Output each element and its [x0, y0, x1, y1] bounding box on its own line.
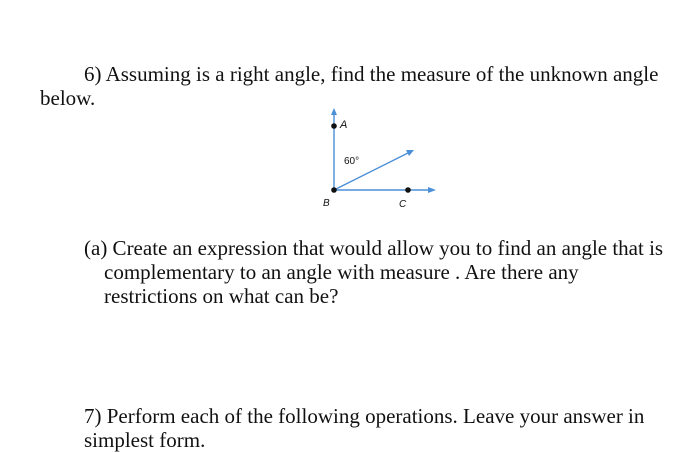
angle-diagram: [300, 100, 460, 215]
point-c: [405, 187, 411, 193]
question-6-line-1: 6) Assuming is a right angle, find the measure of the unknown angle: [84, 62, 659, 86]
point-b: [331, 187, 337, 193]
point-a: [331, 123, 337, 129]
label-c: C: [399, 199, 407, 210]
question-7-line-1: 7) Perform each of the following operations. Leave your answer in: [84, 404, 645, 428]
part-a-line-3: restrictions on what can be?: [104, 284, 339, 308]
label-b: B: [323, 198, 330, 209]
ray-bc-arrowhead: [428, 187, 436, 193]
angle-label: 60°: [344, 156, 360, 167]
question-6-line-2: below.: [40, 86, 96, 110]
ray-ba-arrowhead: [331, 108, 337, 115]
question-7-line-2: simplest form.: [84, 428, 206, 452]
part-a-line-2: complementary to an angle with measure . Are there any: [104, 260, 579, 284]
part-a-line-1: (a) Create an expression that would allow you to find an angle that is: [84, 236, 664, 260]
label-a: A: [340, 119, 348, 131]
